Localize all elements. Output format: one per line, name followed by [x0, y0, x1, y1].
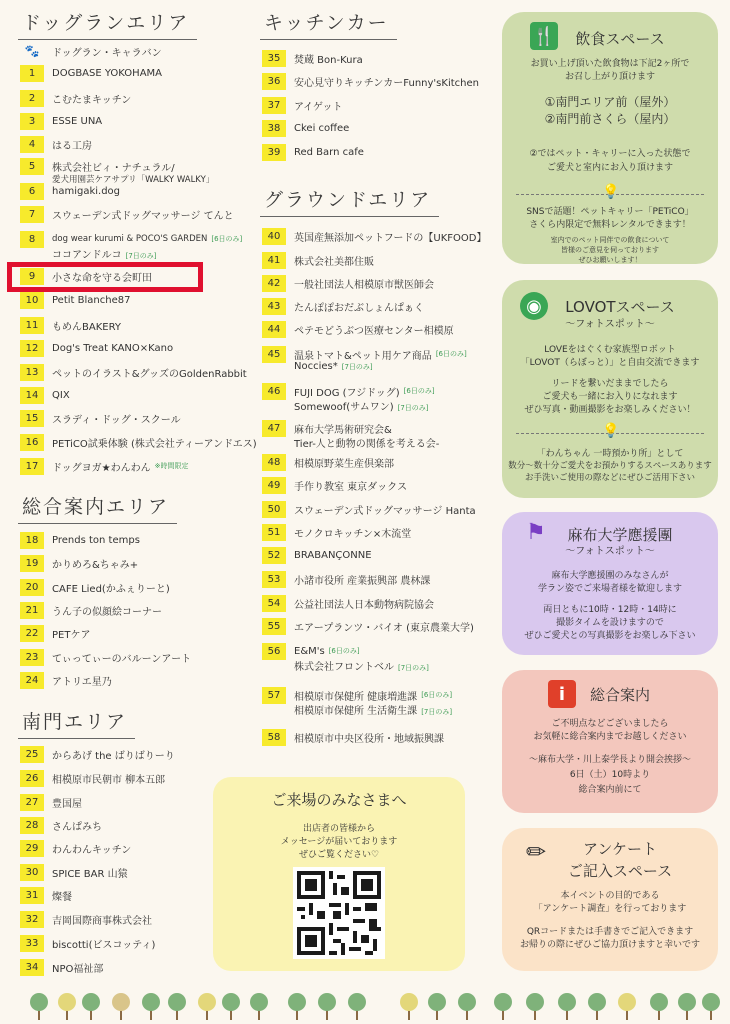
lovot-text-7: 数分〜数十分ご愛犬をお預かりするスペースあります — [508, 461, 712, 471]
survey-text-2: 「アンケート調査」を行っております — [533, 904, 687, 914]
tree-icon — [648, 992, 670, 1024]
item-number: 18 — [20, 532, 44, 549]
item-number: 48 — [262, 454, 286, 471]
list-item — [262, 545, 372, 565]
item-label: 相模原市中央区役所・地域振興課 — [294, 733, 444, 745]
item-label: ドッグヨガ★わんわん — [52, 462, 151, 474]
tree-icon — [140, 992, 162, 1024]
item-number: 16 — [20, 434, 44, 451]
list-item — [262, 273, 434, 293]
lovot-title: LOVOTスペース — [565, 298, 675, 316]
item-label: 温泉トマト&ペット用ケア商品 — [294, 350, 432, 362]
item-label: ESSE UNA — [52, 115, 103, 127]
list-item — [20, 623, 90, 643]
item-number: 25 — [20, 746, 44, 763]
list-item — [20, 111, 102, 131]
item-number: 14 — [20, 387, 44, 404]
food-card — [502, 12, 718, 264]
item-label: 一般社団法人相模原市獣医師会 — [294, 279, 434, 291]
item-number: 2 — [20, 90, 44, 107]
lovot-text-4: ご愛犬も一緒にお入りになれます — [542, 392, 678, 402]
list-item — [262, 48, 363, 68]
food-text-3: ②ではペット・キャリーに入った状態で — [529, 149, 691, 159]
item-sub-label: Tier-人と動物の関係を考える会- — [294, 439, 440, 450]
item-label: ペテモどうぶつ医療センター相模原 — [294, 325, 454, 337]
welcome-line-3: ぜひご覧ください♡ — [298, 850, 380, 860]
list-item — [262, 296, 424, 316]
survey-title-1: アンケート — [582, 840, 658, 858]
item-sub-label: 愛犬用園芸ケアサプリ「WALKY WALKY」 — [52, 175, 215, 185]
item-number: 37 — [262, 97, 286, 114]
welcome-line-1: 出店者の皆様から — [302, 824, 375, 834]
food-text-5: SNSで話題！ペットキャリー「PETiCO」 — [526, 207, 694, 217]
list-item — [20, 815, 102, 835]
item-number: 1 — [20, 65, 44, 82]
tree-icon — [398, 992, 420, 1024]
item-label: 焚蔵 Bon-Kura — [294, 54, 363, 66]
list-item — [20, 768, 165, 788]
list-item — [262, 142, 364, 162]
azabu-text-3: 両日ともに10時・12時・14時に — [543, 605, 677, 615]
tree-icon — [248, 992, 270, 1024]
list-item — [262, 226, 486, 246]
welcome-line-2: メッセージが届いております — [280, 837, 398, 847]
tree-icon — [110, 992, 132, 1024]
list-item — [262, 319, 454, 339]
item-number: 42 — [262, 275, 286, 292]
tree-icon — [166, 992, 188, 1024]
tree-icon — [80, 992, 102, 1024]
item-label: 小さな命を守る会町田 — [52, 272, 152, 284]
item-label: Petit Blanche87 — [52, 294, 131, 306]
item-note: [6日のみ] — [211, 235, 243, 243]
item-label: さんぱみち — [52, 821, 102, 833]
list-item — [20, 862, 128, 882]
item-label: 手作り教室 東京ダックス — [294, 481, 408, 493]
item-number: 6 — [20, 183, 44, 200]
welcome-title: ご来場のみなさまへ — [271, 791, 407, 809]
item-number: 31 — [20, 887, 44, 904]
item-number: 49 — [262, 477, 286, 494]
item-number: 39 — [262, 144, 286, 161]
item-number: 30 — [20, 864, 44, 881]
list-item — [20, 290, 130, 310]
item-number: 40 — [262, 228, 286, 245]
item-label: PETケア — [52, 629, 91, 641]
list-item — [20, 957, 103, 977]
item-label: Prends ton temps — [52, 534, 140, 546]
tree-icon — [316, 992, 338, 1024]
item-sub-label: Noccies* [7日のみ] — [294, 361, 373, 372]
item-number: 24 — [20, 672, 44, 689]
lovot-text-8: お手洗いご使用の際などにぜひご活用下さい — [524, 473, 695, 483]
item-number: 43 — [262, 298, 286, 315]
item-label: hamigaki.dog — [52, 185, 121, 197]
item-label: 麻布大学馬術研究会& — [294, 424, 392, 436]
item-label: わんわんキッチン — [52, 844, 132, 856]
pencil-icon: ✏ — [526, 838, 547, 866]
item-label: DOGBASE YOKOHAMA — [52, 67, 163, 79]
tree-icon — [492, 992, 514, 1024]
item-number: 3 — [20, 113, 44, 130]
item-label: たんぽぽおだぶしょんぱぁく — [294, 302, 424, 314]
fork-knife-icon: 🍴 — [530, 22, 558, 50]
item-number: 50 — [262, 501, 286, 518]
tree-icon — [676, 992, 698, 1024]
item-label: QIX — [52, 389, 70, 401]
list-item — [20, 181, 120, 201]
survey-title-2: ご記入スペース — [567, 862, 673, 880]
item-label: 公益社団法人日本動物病院協会 — [294, 599, 434, 611]
item-number: 38 — [262, 120, 286, 137]
list-item — [20, 315, 121, 335]
tree-icon — [426, 992, 448, 1024]
list-item — [262, 95, 343, 115]
item-sub-label: 株式会社フロントベル [7日のみ] — [294, 662, 429, 673]
list-item — [20, 885, 72, 905]
flag-icon: ⚑ — [526, 520, 546, 545]
list-item — [262, 616, 474, 636]
food-text-4: ご愛犬と室内にお入り頂けます — [546, 163, 673, 173]
food-place-2: ②南門前さくら（屋内） — [544, 112, 676, 126]
lovot-text-6: 「わんちゃん 一時預かり所」として — [536, 449, 684, 459]
item-label: 相模原市民朝市 柳本五郎 — [52, 774, 166, 786]
item-sub-note: [7日のみ] — [421, 708, 453, 716]
robot-icon: ◉ — [520, 292, 548, 320]
item-number: 41 — [262, 252, 286, 269]
item-number: 53 — [262, 571, 286, 588]
lovot-text-3: リードを繋いだままでしたら — [551, 379, 669, 389]
general-text-5: 総合案内前にて — [578, 785, 642, 795]
azabu-text-5: ぜひご愛犬との写真撮影をお楽しみ下さい — [524, 631, 696, 641]
item-number: 27 — [20, 794, 44, 811]
item-label: こむたまキッチン — [52, 94, 132, 106]
list-item — [262, 727, 444, 747]
survey-text-3: QRコードまたは手書きでご記入できます — [526, 927, 694, 937]
item-label: 吉岡国際商事株式会社 — [52, 915, 152, 927]
list-item — [20, 577, 170, 597]
lovot-text-5: ぜひ写真・動画撮影をお楽しみください！ — [524, 405, 696, 415]
item-number: 55 — [262, 618, 286, 635]
item-label: 株式会社美都住販 — [294, 256, 374, 268]
general-text-4: 6日（土）10時より — [569, 770, 651, 780]
ground-title: グラウンドエリア — [264, 185, 431, 212]
item-label: 燦餐 — [52, 891, 72, 903]
general-card — [502, 670, 718, 813]
item-label: Ckei coffee — [294, 122, 350, 134]
item-number: 57 — [262, 687, 286, 704]
item-label: からあげ the ばりばりーり — [52, 750, 175, 762]
item-note: [6日のみ] — [403, 387, 435, 395]
item-sub-note: [7日のみ] — [398, 664, 429, 672]
lovot-subtitle: 〜フォトスポット〜 — [565, 319, 655, 330]
item-sub-note: [7日のみ] — [125, 252, 157, 260]
list-item — [20, 204, 234, 224]
item-label: スラディ・ドッグ・スクール — [52, 414, 181, 426]
food-text-9: ぜひお願いします！ — [578, 256, 642, 264]
general-text-1: ご不明点などございましたら — [551, 719, 669, 729]
item-number: 33 — [20, 935, 44, 952]
list-item — [20, 88, 131, 108]
highlight-box — [7, 262, 203, 292]
item-label: CAFE Lied(かふぇりーと) — [52, 583, 170, 595]
item-label: Dog's Treat KANO×Kano — [52, 342, 174, 354]
item-label: てぃってぃーのバルーンアート — [52, 653, 192, 665]
list-item — [20, 744, 175, 764]
item-number: 36 — [262, 73, 286, 90]
list-item — [262, 452, 394, 472]
item-number: 44 — [262, 321, 286, 338]
dogrun-caravan: 🐾 ドッグラン・キャラバン — [20, 41, 162, 61]
info-area-title: 総合案内エリア — [22, 492, 169, 519]
azabu-text-4: 撮影タイムを設けますので — [556, 618, 664, 628]
item-label: もめんBAKERY — [52, 321, 121, 333]
item-number: 23 — [20, 649, 44, 666]
list-item — [20, 647, 191, 667]
tree-icon — [556, 992, 578, 1024]
item-number: 19 — [20, 555, 44, 572]
item-label: 小諸市役所 産業振興部 農林課 — [294, 575, 431, 587]
food-text-1: お買い上げ頂いた飲食物は下記2ヶ所で — [530, 59, 690, 69]
lightbulb-icon: 💡 — [602, 184, 620, 200]
item-label: FUJI DOG (フジドッグ) — [294, 387, 400, 399]
dogrun-title: ドッグランエリア — [22, 8, 189, 35]
food-text-8: 皆様のご意見を伺っております — [561, 246, 659, 254]
lovot-text-1: LOVEをはぐくむ家族型ロボット — [544, 345, 676, 355]
item-number: 17 — [20, 458, 44, 475]
survey-card — [502, 828, 718, 971]
item-number: 54 — [262, 595, 286, 612]
item-sub-label: Somewoof(サムワン) [7日のみ] — [294, 402, 429, 413]
list-item — [20, 933, 155, 953]
list-item — [20, 792, 82, 812]
list-item — [20, 838, 131, 858]
item-label: うん子の似顔絵コーナー — [52, 606, 162, 618]
item-number: 11 — [20, 317, 44, 334]
survey-text-4: お帰りの際にぜひご協力頂けますと幸いです — [519, 940, 700, 950]
azabu-card — [502, 512, 718, 655]
azabu-text-1: 麻布大学應援團のみなさんが — [551, 571, 669, 581]
item-number: 45 — [262, 346, 286, 363]
list-item — [20, 338, 173, 358]
tree-icon — [346, 992, 368, 1024]
item-label: スウェーデン式ドッグマッサージ Hanta — [294, 505, 476, 517]
welcome-box — [213, 777, 465, 971]
item-label: E&M's — [294, 645, 325, 657]
tree-icon — [616, 992, 638, 1024]
food-text-2: お召し上がり頂けます — [564, 72, 655, 82]
item-label: BRABANÇONNE — [294, 549, 372, 561]
item-number: 29 — [20, 840, 44, 857]
item-label: アイゲット — [294, 101, 343, 113]
list-item — [20, 63, 162, 83]
item-number: 8 — [20, 231, 44, 248]
azabu-title: 麻布大学應援團 — [567, 526, 673, 544]
item-label: Red Barn cafe — [294, 146, 364, 158]
south-gate-title: 南門エリア — [22, 707, 127, 734]
lovot-card — [502, 280, 718, 498]
list-item — [20, 362, 247, 382]
item-number: 46 — [262, 383, 286, 400]
item-number: 34 — [20, 959, 44, 976]
item-label: SPICE BAR 山猿 — [52, 868, 128, 880]
item-number: 56 — [262, 643, 286, 660]
general-text-2: お気軽に総合案内までお越しください — [533, 732, 687, 742]
tree-icon — [196, 992, 218, 1024]
item-number: 15 — [20, 410, 44, 427]
list-item — [20, 600, 162, 620]
tree-icon — [524, 992, 546, 1024]
tree-icon — [28, 992, 50, 1024]
food-title: 飲食スペース — [575, 30, 665, 48]
item-label: 安心見守りキッチンカーFunny'sKitchen — [294, 77, 479, 89]
list-item — [262, 522, 411, 542]
item-note: [6日のみ] — [435, 350, 467, 358]
item-label: 相模原市保健所 健康増進課 — [294, 691, 418, 703]
list-item — [20, 385, 70, 405]
item-number: 35 — [262, 50, 286, 67]
item-label: NPO福祉部 — [52, 963, 104, 975]
item-label: 株式会社ビィ・ナチュラル/ — [52, 162, 175, 174]
tree-icon — [286, 992, 308, 1024]
item-label: かりめろ&ちゃみ+ — [52, 559, 139, 571]
item-label: 相模原野菜生産倶楽部 — [294, 458, 394, 470]
item-label: ペットのイラスト&グッズのGoldenRabbit — [52, 368, 247, 380]
list-item — [262, 118, 349, 138]
list-item — [20, 456, 188, 476]
item-label: 英国産無添加ペットフードの【UKFOOD】 — [294, 232, 487, 244]
item-sub-note: [7日のみ] — [397, 404, 429, 412]
list-item — [20, 432, 257, 452]
item-number: 10 — [20, 292, 44, 309]
general-text-3: 〜麻布大学・川上泰学長より開会挨拶〜 — [528, 755, 691, 765]
item-number: 58 — [262, 729, 286, 746]
item-label: 豊国屋 — [52, 798, 82, 810]
list-item — [262, 475, 407, 495]
list-item — [262, 250, 374, 270]
list-item — [20, 134, 92, 154]
tree-icon — [220, 992, 242, 1024]
item-number: 7 — [20, 206, 44, 223]
item-sub-label: 相模原市保健所 生活衛生課 [7日のみ] — [294, 706, 453, 717]
item-number: 28 — [20, 817, 44, 834]
list-item — [262, 593, 434, 613]
tree-icon — [700, 992, 722, 1024]
item-number: 52 — [262, 547, 286, 564]
food-text-6: さくら内限定で無料レンタルできます！ — [529, 220, 691, 230]
qr-code[interactable] — [293, 867, 385, 959]
tree-icon — [456, 992, 478, 1024]
azabu-text-2: 学ラン姿でご来場者様を歓迎します — [537, 584, 682, 594]
item-sub-note: [7日のみ] — [341, 363, 373, 371]
food-place-1: ①南門エリア前（屋外） — [544, 95, 676, 109]
lovot-text-2: 「LOVOT（らぼっと）」と自由交流できます — [520, 358, 700, 368]
item-label: はる工房 — [52, 140, 92, 152]
list-item — [20, 530, 140, 550]
list-item — [262, 71, 479, 91]
list-item — [20, 909, 152, 929]
lightbulb-icon: 💡 — [602, 423, 620, 439]
list-item — [20, 553, 138, 573]
item-label: PETiCO試乗体験 (株式会社ティーアンドエス) — [52, 438, 257, 450]
item-number: 12 — [20, 340, 44, 357]
item-label: エアープランツ・バイオ (東京農業大学) — [294, 622, 474, 634]
general-title: 総合案内 — [589, 686, 650, 704]
item-number: 32 — [20, 911, 44, 928]
item-note: [6日のみ] — [328, 647, 360, 655]
item-number: 13 — [20, 364, 44, 381]
azabu-subtitle: 〜フォトスポット〜 — [565, 546, 655, 557]
tree-icon — [586, 992, 608, 1024]
survey-text-1: 本イベントの目的である — [560, 891, 660, 901]
item-label: アトリエ星乃 — [52, 676, 112, 688]
item-label: biscotti(ビスコッティ) — [52, 939, 156, 951]
item-number: 47 — [262, 420, 286, 437]
paw-icon: 🐾 — [24, 44, 40, 58]
food-text-7: 室内でのペット同伴での飲食について — [550, 236, 670, 244]
item-number: 22 — [20, 625, 44, 642]
item-note: [6日のみ] — [421, 691, 453, 699]
item-number: 5 — [20, 158, 44, 175]
list-item — [262, 499, 476, 519]
list-item — [20, 670, 112, 690]
list-item — [262, 569, 430, 589]
item-number: 9 — [20, 268, 44, 285]
item-number: 4 — [20, 136, 44, 153]
item-number: 21 — [20, 602, 44, 619]
item-number: 20 — [20, 579, 44, 596]
item-note: ※時間限定 — [154, 462, 189, 470]
item-label: dog wear kurumi & POCO'S GARDEN — [52, 234, 208, 244]
item-sub-label: ココアンドルコ [7日のみ] — [52, 250, 157, 261]
tree-icon — [56, 992, 78, 1024]
list-item — [20, 408, 181, 428]
item-number: 26 — [20, 770, 44, 787]
info-icon: i — [548, 680, 576, 708]
item-number: 51 — [262, 524, 286, 541]
kitchen-title: キッチンカー — [264, 8, 389, 35]
item-label: スウェーデン式ドッグマッサージ てんと — [52, 210, 234, 222]
item-label: モノクロキッチン×木流堂 — [294, 528, 412, 540]
